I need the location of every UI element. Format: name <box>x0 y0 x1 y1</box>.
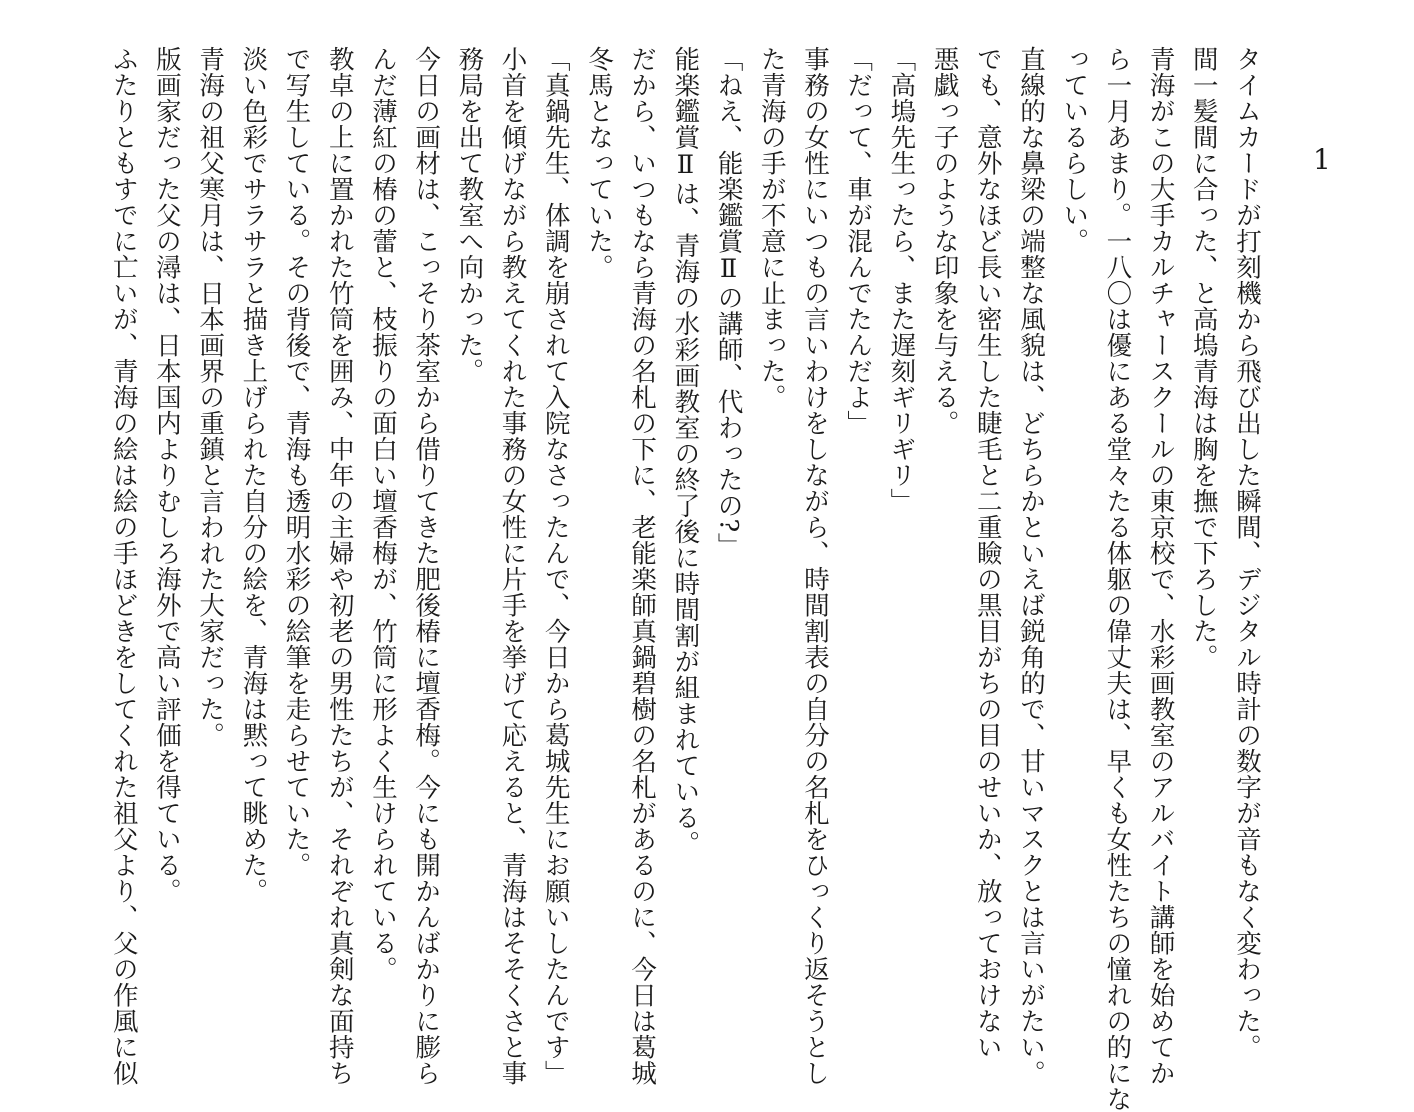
vertical-text-body <box>102 46 1268 1112</box>
text-line: 事務の女性にいつもの言いわけをしながら、時間割表の自分の名札をひっくり返そうとし <box>799 46 830 1086</box>
text-line: 直線的な鼻梁の端整な風貌は、どちらかといえば鋭角的で、甘いマスクとは言いがたい。 <box>1015 46 1046 1086</box>
text-line: 冬馬となっていた。 <box>583 46 614 280</box>
text-line: っているらしい。 <box>1059 46 1090 254</box>
text-line: 「ねえ、能楽鑑賞Ⅱの講師、代わったの?」 <box>713 46 744 559</box>
text-line: た青海の手が不意に止まった。 <box>756 46 787 410</box>
text-line: タイムカードが打刻機から飛び出した瞬間、デジタル時計の数字が音もなく変わった。 <box>1232 46 1262 1060</box>
text-line: 青海の祖父寒月は、日本画界の重鎮と言われた大家だった。 <box>195 46 226 748</box>
text-line: 小首を傾げながら教えてくれた事務の女性に片手を挙げて応えると、青海はそそくさと事 <box>497 46 528 1086</box>
text-line: 能楽鑑賞Ⅱは、青海の水彩画教室の終了後に時間割が組まれている。 <box>670 46 701 857</box>
text-line: で写生している。その背後で、青海も透明水彩の絵筆を走らせていた。 <box>281 46 312 878</box>
text-line: 淡い色彩でサラサラと描き上げられた自分の絵を、青海は黙って眺めた。 <box>238 46 269 904</box>
text-line: 悪戯っ子のような印象を与える。 <box>929 46 960 436</box>
text-line: 務局を出て教室へ向かった。 <box>454 46 485 384</box>
text-line: んだ薄紅の椿の蕾と、枝振りの面白い壇香梅が、竹筒に形よく生けられている。 <box>367 46 398 982</box>
text-line: 青海がこの大手カルチャースクールの東京校で、水彩画教室のアルバイト講師を始めてか <box>1145 46 1176 1086</box>
text-line: 版画家だった父の潯は、日本国内よりむしろ海外で高い評価を得ている。 <box>151 46 182 904</box>
chapter-number: 1 <box>1313 143 1331 176</box>
text-line: 今日の画材は、こっそり茶室から借りてきた肥後椿に壇香梅。今にも開かんばかりに膨ら <box>411 46 442 1086</box>
text-line: 教卓の上に置かれた竹筒を囲み、中年の主婦や初老の男性たちが、それぞれ真剣な面持ち <box>324 46 355 1086</box>
text-line: 間一髪間に合った、と高塢青海は胸を撫で下ろした。 <box>1188 46 1219 670</box>
text-line: ら一月あまり。一八〇は優にある堂々たる体躯の偉丈夫は、早くも女性たちの憧れの的にな <box>1102 46 1133 1112</box>
text-line: 「だって、車が混んでたんだよ」 <box>843 46 874 436</box>
text-line: 「真鍋先生、体調を崩されて入院なさったんで、今日から葛城先生にお願いしたんです」 <box>540 46 571 1086</box>
text-line: でも、意外なほど長い密生した睫毛と二重瞼の黒目がちの目のせいか、放っておけない <box>972 46 1003 1060</box>
text-line: 「高塢先生ったら、また遅刻ギリギリ」 <box>886 46 917 514</box>
text-line: だから、いつもなら青海の名札の下に、老能楽師真鍋碧樹の名札があるのに、今日は葛城 <box>627 46 658 1086</box>
text-line: ふたりともすでに亡いが、青海の絵は絵の手ほどきをしてくれた祖父より、父の作風に似 <box>108 46 139 1086</box>
